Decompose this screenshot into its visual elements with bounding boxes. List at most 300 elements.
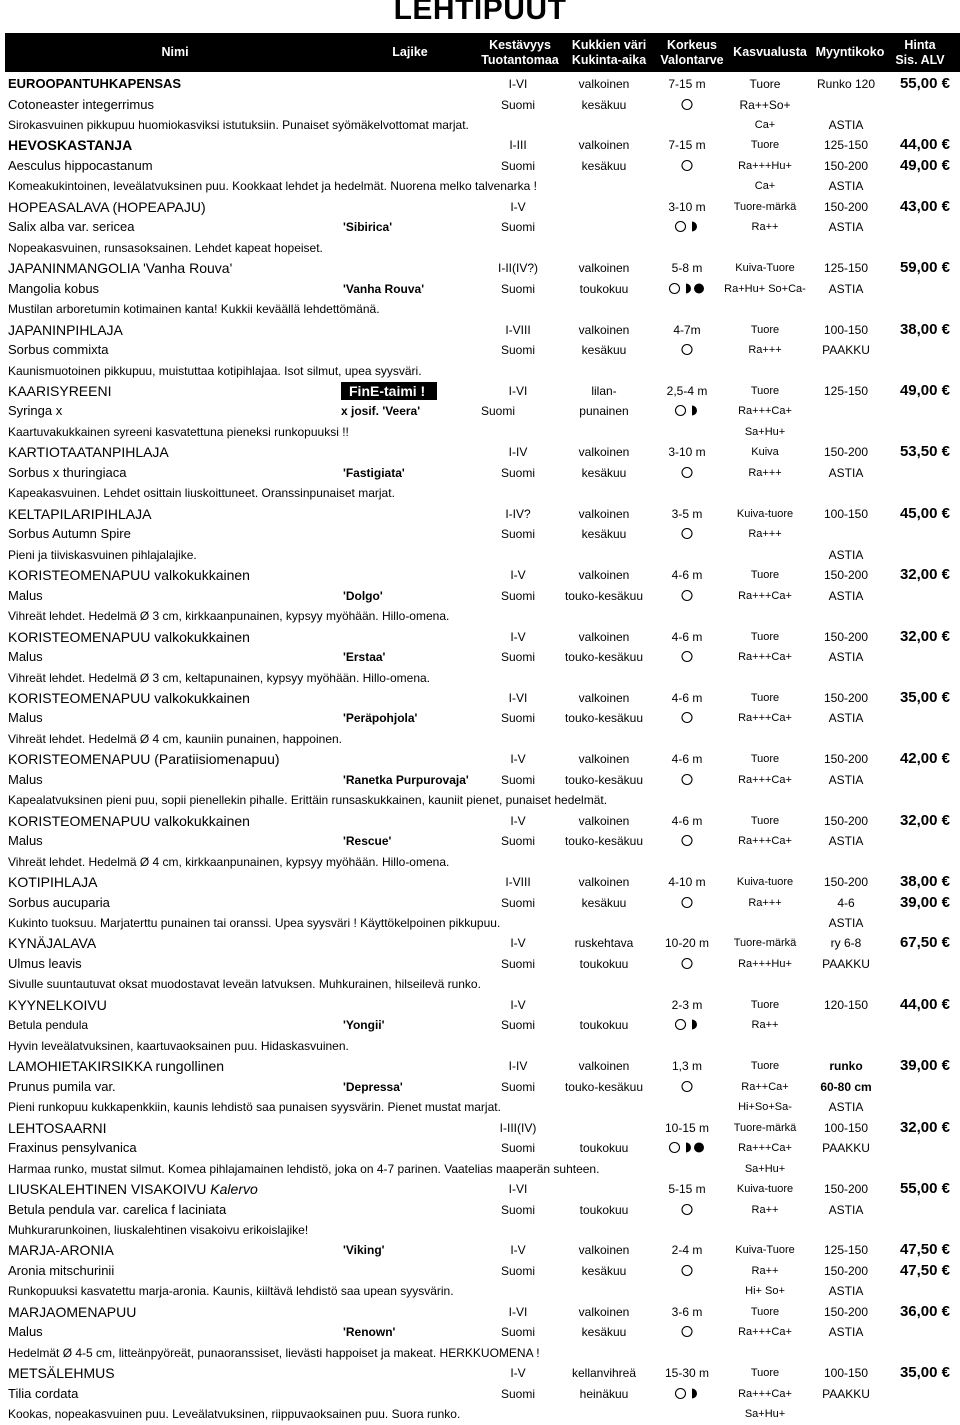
cell-value: ASTIA — [828, 650, 864, 665]
cell-value: 150-200 — [823, 690, 869, 705]
plant-text: Runkopuuksi kasvatettu marja-aronia. Kaunis, kiiltävä lehdistö saa upean syysvärin. — [8, 1284, 454, 1299]
cell-value: touko-kesäkuu — [564, 1079, 644, 1094]
cell-value: Ra+++Hu+ — [738, 159, 792, 172]
plant-text: Kapeakasvuinen. Lehdet osittain liuskoittuneet. Oranssinpunaiset marjat. — [8, 486, 395, 501]
table-row — [0, 1261, 960, 1282]
cell-value: 2-3 m — [671, 997, 703, 1012]
cell-value: I-V — [510, 936, 526, 951]
page-title: LEHTIPUUT — [393, 0, 567, 26]
table-row — [0, 708, 960, 729]
plant-text: Malus — [8, 833, 43, 849]
cell-value: touko-kesäkuu — [564, 772, 644, 787]
cell-value: I-II(IV?) — [497, 261, 539, 276]
cell-value: Suomi — [500, 97, 536, 112]
cell-value: kellanvihreä — [571, 1366, 637, 1381]
cell-value: 100-150 — [823, 1120, 869, 1135]
cell-value: Suomi — [480, 404, 516, 419]
cell-value: Kuiva-Tuore — [735, 262, 795, 275]
cell-value: 100-150 — [823, 506, 869, 521]
cell-value: 4-6 m — [671, 752, 703, 767]
table-row — [0, 1302, 960, 1323]
table-row — [0, 299, 960, 319]
price-list — [0, 74, 960, 1425]
price: 32,00 € — [899, 566, 950, 584]
plant-text: MARJA-ARONIA — [8, 1242, 114, 1259]
cell-value: ASTIA — [828, 1284, 864, 1299]
cell-value: I-IV — [508, 1059, 528, 1074]
cell-value: I-III(IV) — [499, 1120, 537, 1135]
plant-text: JAPANINPIHLAJA — [8, 321, 123, 338]
plant-text: KORISTEOMENAPUU (Paratiisiomenapuu) — [8, 751, 280, 768]
cell-value: valkoinen — [578, 813, 630, 828]
table-row — [0, 933, 960, 954]
cell-value: Tuore — [750, 1060, 780, 1073]
cell-value: 7-15 m — [668, 138, 706, 153]
cell-value: 4-10 m — [668, 875, 706, 890]
table-row — [0, 361, 960, 381]
plant-text: KYNÄJALAVA — [8, 935, 97, 952]
cell-value: Kuiva-Tuore — [735, 1244, 795, 1257]
plant-text: Sorbus aucuparia — [8, 894, 110, 910]
sun-half-icon — [674, 1387, 700, 1404]
cell-value: 2-4 m — [671, 1243, 703, 1258]
cell-value: PAAKKU — [822, 956, 870, 971]
plant-text: JAPANINMANGOLIA 'Vanha Rouva' — [8, 260, 233, 277]
cell-value: 150-200 — [823, 1304, 869, 1319]
cell-value: 150-200 — [823, 199, 869, 214]
cell-value: Suomi — [500, 1018, 536, 1033]
cell-value: Sa+Hu+ — [744, 425, 786, 438]
cell-value: I-VI — [508, 383, 528, 398]
table-row — [0, 135, 960, 156]
plant-text: HOPEASALAVA (HOPEAPAJU) — [8, 198, 206, 215]
cell-value: valkoinen — [578, 568, 630, 583]
cell-value: valkoinen — [578, 1304, 630, 1319]
cell-value: 150-200 — [823, 813, 869, 828]
cell-value: Suomi — [500, 1263, 536, 1278]
cell-value: ASTIA — [828, 281, 864, 296]
cell-value: Suomi — [500, 343, 536, 358]
cell-value: I-V — [510, 629, 526, 644]
cell-value: valkoinen — [578, 322, 630, 337]
cell-value: I-VI — [508, 77, 528, 91]
cell-value: Tuore — [750, 139, 780, 152]
cell-value: ASTIA — [828, 179, 864, 194]
plant-text: Malus — [8, 771, 43, 787]
cell-value: touko-kesäkuu — [564, 650, 644, 665]
cell-value: 100-150 — [823, 1366, 869, 1381]
plant-text: Malus — [8, 710, 43, 726]
table-row — [0, 95, 960, 116]
plant-text: Vihreät lehdet. Hedelmä Ø 3 cm, kirkkaanpunainen, kypsyy myöhään. Hillo-omena. — [8, 609, 450, 624]
cell-value: Ca+ — [754, 119, 776, 131]
plant-text: Vihreät lehdet. Hedelmä Ø 4 cm, kauniin punainen, happoinen. — [8, 731, 343, 746]
header-hinta: Hinta Sis. ALV — [895, 38, 945, 67]
cell-value: Kuiva-tuore — [736, 507, 794, 520]
cell-value: Suomi — [500, 465, 536, 480]
price: 45,00 € — [899, 504, 950, 522]
plant-text: Vihreät lehdet. Hedelmä Ø 3 cm, keltapunainen, kypsyy myöhään. Hillo-omena. — [8, 670, 430, 685]
sun-full-icon — [681, 896, 694, 913]
price: 32,00 € — [899, 627, 950, 645]
cell-value: toukokuu — [579, 1141, 629, 1156]
cell-value: Ra+++Ca+ — [738, 773, 792, 786]
plant-text: Hedelmät Ø 4-5 cm, litteänpyöreät, punaoranssiset, lievästi happoiset ja makeat. HERKKUOMENA ! — [8, 1345, 540, 1360]
plant-text: Tilia cordata — [8, 1385, 79, 1401]
table-row — [0, 115, 960, 135]
table-row — [0, 504, 960, 525]
table-row — [0, 340, 960, 361]
cell-value: Suomi — [500, 588, 536, 603]
price: 44,00 € — [899, 995, 950, 1013]
cell-value: kesäkuu — [581, 465, 627, 480]
table-row — [0, 1220, 960, 1240]
cell-value: ASTIA — [828, 118, 864, 132]
cell-value: 5-8 m — [671, 261, 703, 276]
price: 38,00 € — [899, 320, 950, 338]
plant-text: Malus — [8, 1324, 43, 1340]
cell-value: Suomi — [500, 281, 536, 296]
cell-value: ruskehtava — [574, 936, 634, 951]
cell-value: Tuore — [750, 691, 780, 704]
cell-value: 7-15 m — [668, 77, 706, 91]
cell-value: Ra+++Ca+ — [738, 1142, 792, 1155]
cell-value: Suomi — [500, 1325, 536, 1340]
cultivar: 'Sibirica' — [343, 220, 393, 235]
cell-value: Tuore — [750, 384, 780, 397]
table-row — [0, 647, 960, 668]
cell-value: 4-6 — [837, 895, 855, 910]
cell-value: Suomi — [500, 220, 536, 235]
plant-text: Sirokasvuinen pikkupuu huomiokasviksi istutuksiin. Punaiset syömäkelvottomat marjat. — [8, 118, 469, 132]
cell-value: Suomi — [500, 1079, 536, 1094]
cell-value: ASTIA — [828, 1325, 864, 1340]
cultivar: 'Ranetka Purpurovaja' — [343, 772, 469, 787]
table-row — [0, 1240, 960, 1261]
cell-value: Ra++ — [751, 1203, 779, 1216]
plant-text: Malus — [8, 649, 43, 665]
table-row — [0, 320, 960, 341]
cell-value: ASTIA — [828, 465, 864, 480]
table-row — [0, 1015, 960, 1036]
table-row — [0, 238, 960, 258]
cell-value: Ra+++Ca+ — [738, 835, 792, 848]
plant-text: Sorbus x thuringiaca — [8, 464, 127, 480]
cell-value: I-V — [510, 1366, 526, 1381]
cell-value: I-V — [510, 997, 526, 1012]
plant-text: Aesculus hippocastanum — [8, 157, 153, 173]
cell-value: I-VI — [508, 1304, 528, 1319]
plant-text: Muhkurarunkoinen, liuskalehtinen visakoivu erikoislajike! — [8, 1223, 309, 1238]
table-row — [0, 381, 960, 402]
cell-value: I-V — [510, 199, 526, 214]
cell-value: Ra+++ — [748, 896, 782, 909]
table-row — [0, 1159, 960, 1179]
cell-value: Suomi — [500, 650, 536, 665]
table-row — [0, 872, 960, 893]
cell-value: 10-20 m — [664, 936, 710, 951]
table-row — [0, 1200, 960, 1221]
cell-value: runko — [829, 1059, 863, 1074]
cell-value: Suomi — [500, 1202, 536, 1217]
cell-value: 10-15 m — [664, 1120, 710, 1135]
price: 67,50 € — [899, 934, 950, 952]
header-lajike: Lajike — [392, 45, 428, 59]
table-row — [0, 606, 960, 626]
table-row — [0, 1077, 960, 1098]
cell-value: kesäkuu — [581, 1325, 627, 1340]
plant-text: KORISTEOMENAPUU valkokukkainen — [8, 567, 250, 584]
table-row — [0, 483, 960, 503]
cell-value: Tuore — [750, 814, 780, 827]
table-row — [0, 770, 960, 791]
header-korkeus: Korkeus Valontarve — [660, 38, 724, 67]
plant-text: Kukinto tuoksuu. Marjaterttu punainen tai oranssi. Upea syysväri ! Käyttökelpoinen pikkupuu. — [8, 916, 501, 931]
cell-value: Ra++So+ — [739, 97, 791, 112]
cell-value: ASTIA — [828, 916, 864, 931]
table-row — [0, 524, 960, 545]
table-row — [0, 1404, 960, 1424]
price: 47,50 € — [899, 1261, 950, 1279]
cell-value: Suomi — [500, 1386, 536, 1401]
table-row — [0, 176, 960, 196]
cultivar: 'Peräpohjola' — [343, 711, 418, 726]
cell-value: toukokuu — [579, 1018, 629, 1033]
cell-value: Ra+++Ca+ — [738, 651, 792, 664]
cell-value: I-IV? — [505, 506, 531, 521]
cell-value: Ra+++ — [748, 528, 782, 541]
sun-full-icon — [681, 466, 694, 483]
plant-text: Pieni ja tiiviskasvuinen pihlajalajike. — [8, 547, 197, 562]
plant-text: METSÄLEHMUS — [8, 1365, 115, 1382]
cell-value: kesäkuu — [581, 1263, 627, 1278]
table-row — [0, 1097, 960, 1117]
table-row — [0, 1343, 960, 1363]
sun-full-icon — [681, 527, 694, 544]
price: 38,00 € — [899, 873, 950, 891]
cell-value: Ra++ — [751, 1019, 779, 1032]
cell-value: 15-30 m — [664, 1366, 710, 1381]
cell-value: touko-kesäkuu — [564, 834, 644, 849]
plant-text: Cotoneaster integerrimus — [8, 96, 154, 112]
cell-value: Tuore — [750, 1367, 780, 1380]
cell-value: 125-150 — [823, 261, 869, 276]
plant-text: Harmaa runko, mustat silmut. Komea pihlajamainen lehdistö, joka on 4-7 parinen. Vaatelias maaperän suhteen. — [8, 1161, 600, 1176]
cell-value: Ra++ — [751, 1264, 779, 1277]
table-row — [0, 668, 960, 688]
table-row — [0, 74, 960, 95]
table-row — [0, 197, 960, 218]
cell-value: 4-6 m — [671, 690, 703, 705]
sun-full-icon — [681, 711, 694, 728]
plant-text: KORISTEOMENAPUU valkokukkainen — [8, 812, 250, 829]
cell-value: Ra+++ — [748, 466, 782, 479]
cell-value: Tuore — [750, 630, 780, 643]
cell-value: Tuore — [750, 998, 780, 1011]
cultivar: 'Erstaa' — [343, 650, 386, 665]
cultivar: 'Viking' — [343, 1243, 385, 1258]
cell-value: Tuore-märkä — [733, 200, 797, 213]
sun-half-icon — [674, 404, 700, 421]
cell-value: Ra++Ca+ — [741, 1080, 789, 1093]
table-row — [0, 1384, 960, 1405]
price: 49,00 € — [899, 381, 950, 399]
price: 43,00 € — [899, 197, 950, 215]
cell-value: Tuore — [750, 1305, 780, 1318]
price: 42,00 € — [899, 750, 950, 768]
cultivar: 'Vanha Rouva' — [343, 281, 425, 296]
table-row — [0, 790, 960, 810]
table-row — [0, 995, 960, 1016]
table-row — [0, 729, 960, 749]
cell-value: Ra+++Ca+ — [738, 589, 792, 602]
cell-value: valkoinen — [578, 875, 630, 890]
cell-value: 3-10 m — [668, 199, 706, 214]
cell-value: I-IV — [508, 445, 528, 460]
table-row — [0, 401, 960, 422]
cultivar: 'Renown' — [343, 1325, 396, 1340]
cell-value: PAAKKU — [822, 1141, 870, 1156]
plant-text: MARJAOMENAPUU — [8, 1303, 137, 1320]
cell-value: 4-7m — [673, 322, 701, 337]
cell-value: touko-kesäkuu — [564, 711, 644, 726]
cultivar: 'Fastigiata' — [343, 465, 405, 480]
cell-value: Suomi — [500, 956, 536, 971]
cell-value: 125-150 — [823, 138, 869, 153]
cell-value: valkoinen — [578, 1243, 630, 1258]
table-row — [0, 627, 960, 648]
cell-value: 150-200 — [823, 629, 869, 644]
sun-full-icon — [681, 159, 694, 176]
price: 55,00 € — [899, 75, 950, 92]
cell-value: I-VI — [508, 690, 528, 705]
cell-value: 4-6 m — [671, 813, 703, 828]
header-myyntikoko: Myyntikoko — [815, 45, 885, 59]
cell-value: Ra++ — [751, 221, 779, 234]
sun-full-icon — [681, 834, 694, 851]
cell-value: Sa+Hu+ — [744, 1162, 786, 1175]
plant-text: Vihreät lehdet. Hedelmä Ø 4 cm, kirkkaanpunainen, kypsyy myöhään. Hillo-omena. — [8, 854, 450, 869]
plant-text: Aronia mitschurinii — [8, 1262, 115, 1278]
cell-value: 125-150 — [823, 1243, 869, 1258]
cell-value: ASTIA — [828, 1202, 864, 1217]
plant-text: Komeakukintoinen, leveälatvuksinen puu. Kookkaat lehdet ja hedelmät. Nuorena melko talvenarka ! — [8, 179, 537, 194]
sun-full-icon — [681, 650, 694, 667]
cell-value: PAAKKU — [822, 343, 870, 358]
sun-full-icon — [681, 343, 694, 360]
cell-value: 4-6 m — [671, 629, 703, 644]
cell-value: 100-150 — [823, 322, 869, 337]
plant-text: Syringa x — [8, 403, 63, 419]
table-row — [0, 442, 960, 463]
sun-half-icon — [674, 220, 700, 237]
cell-value: Runko 120 — [816, 77, 876, 91]
plant-text: HEVOSKASTANJA — [8, 137, 133, 154]
cell-value: 150-200 — [823, 1263, 869, 1278]
plant-text: Sivulle suuntautuvat oksat muodostavat leveän latvuksen. Muhkurainen, hilseilevä runko. — [8, 977, 481, 992]
cell-value: ASTIA — [828, 547, 864, 562]
table-row — [0, 1363, 960, 1384]
price: 39,00 € — [899, 893, 950, 911]
table-row — [0, 852, 960, 872]
price: 39,00 € — [899, 1057, 950, 1075]
sun-half-icon — [674, 1018, 700, 1035]
header-kukkien-vari: Kukkien väri Kukinta-aika — [571, 38, 647, 67]
price: 35,00 € — [899, 688, 950, 706]
plant-text: Betula pendula var. carelica f laciniata — [8, 1201, 227, 1217]
plant-text: Sorbus commixta — [8, 342, 109, 358]
cell-value: ry 6-8 — [830, 936, 862, 951]
cultivar: 'Depressa' — [343, 1079, 403, 1094]
table-row — [0, 1281, 960, 1301]
cell-value: I-V — [510, 752, 526, 767]
cell-value: Suomi — [500, 895, 536, 910]
cell-value: valkoinen — [578, 261, 630, 276]
cell-value: Suomi — [500, 527, 536, 542]
table-row — [0, 831, 960, 852]
table-row — [0, 1179, 960, 1200]
cell-value: valkoinen — [578, 752, 630, 767]
plant-text: Kapealatvuksinen pieni puu, sopii pienellekin pihalle. Erittäin runsaskukkainen, kauniit pienet, punaiset hedelmät. — [8, 793, 608, 808]
sun-full-icon — [681, 98, 694, 115]
plant-text: Nopeakasvuinen, runsasoksainen. Lehdet kapeat hopeiset. — [8, 240, 323, 255]
cell-value: valkoinen — [578, 629, 630, 644]
sun-half-shade-icon — [668, 282, 706, 299]
price: 55,00 € — [899, 1180, 950, 1198]
cultivar: 'Yongii' — [343, 1018, 385, 1033]
cell-value: punainen — [579, 404, 629, 419]
plant-text: Mangolia kobus — [8, 280, 100, 296]
sun-full-icon — [681, 957, 694, 974]
cell-value: 150-200 — [823, 568, 869, 583]
plant-text: Kaunismuotoinen pikkupuu, muistuttaa kotipihlajaa. Isot silmut, upea syysväri. — [8, 363, 422, 378]
plant-text: KORISTEOMENAPUU valkokukkainen — [8, 628, 250, 645]
cell-value: kesäkuu — [581, 158, 627, 173]
price: 44,00 € — [899, 136, 950, 154]
cell-value: 150-200 — [823, 158, 869, 173]
table-row — [0, 279, 960, 300]
plant-text: Mustilan arboretumin kotimainen kanta! Kukkii keväällä lehdettömänä. — [8, 302, 380, 317]
price: 47,50 € — [899, 1241, 950, 1259]
table-row — [0, 1036, 960, 1056]
cell-value: 60-80 cm — [820, 1079, 872, 1094]
cell-value: 5-15 m — [668, 1182, 706, 1197]
sun-full-icon — [681, 1325, 694, 1342]
plant-text: Pieni runkopuu kukkapenkkiin, kaunis lehdistö saa punaisen syysvärin. Pienet mustat marjat. — [8, 1100, 501, 1115]
cell-value: Suomi — [500, 158, 536, 173]
cell-value: 4-6 m — [671, 568, 703, 583]
cell-value: Ra+++Ca+ — [738, 1326, 792, 1339]
cultivar: 'Rescue' — [343, 834, 392, 849]
table-row — [0, 954, 960, 975]
plant-text: Kookas, nopeakasvuinen puu. Leveälatvuksinen, riippuvaoksainen puu. Suora runko. — [8, 1407, 461, 1422]
table-row — [0, 913, 960, 933]
fine-taimi-badge: FinE-taimi ! — [341, 382, 437, 400]
cell-value: Tuore-märkä — [733, 1121, 797, 1134]
sun-full-icon — [681, 1264, 694, 1281]
cell-value: Tuore — [750, 323, 780, 336]
cultivar: x josif. 'Veera' — [341, 404, 421, 419]
cultivar: 'Dolgo' — [343, 588, 383, 603]
cell-value: Ra+++Ca+ — [738, 712, 792, 725]
cell-value: valkoinen — [578, 690, 630, 705]
table-row — [0, 1056, 960, 1077]
cell-value: valkoinen — [578, 138, 630, 153]
plant-name-main: LIUSKALEHTINEN VISAKOIVU — [8, 1181, 211, 1198]
cell-value: 150-200 — [823, 1182, 869, 1197]
plant-text: Betula pendula — [8, 1018, 89, 1033]
plant-text: KARTIOTAATANPIHLAJA — [8, 444, 169, 461]
